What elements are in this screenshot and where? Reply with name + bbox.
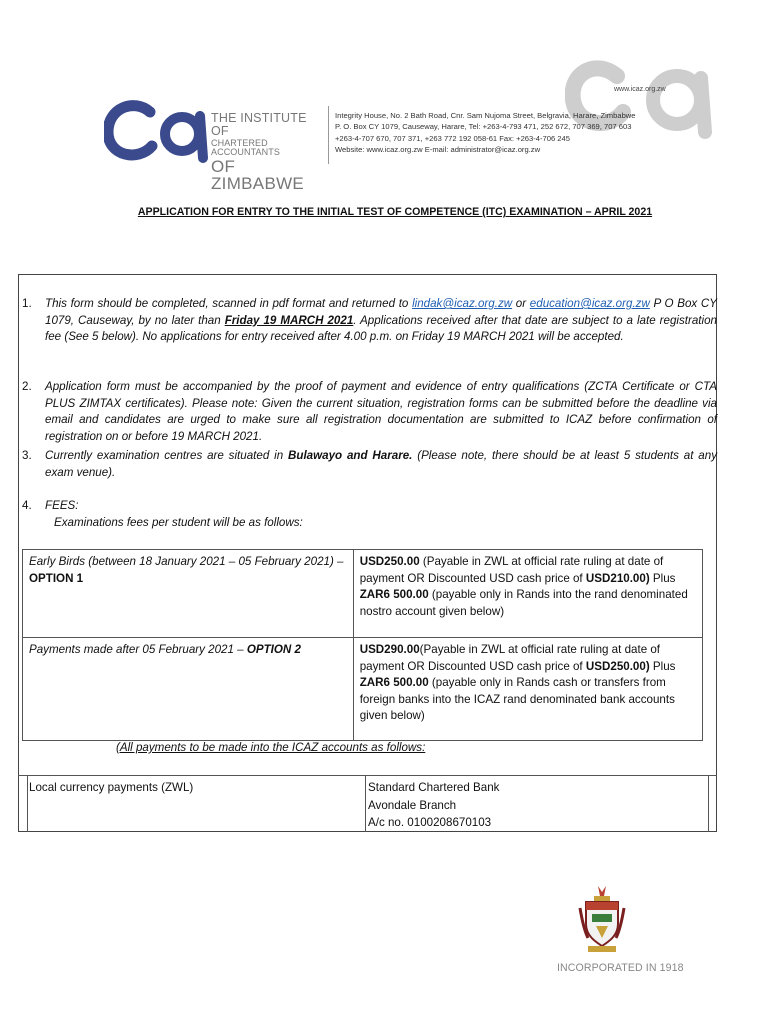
address-line: +263-4-707 670, 707 371, +263 772 192 058-61 Fax: +263-4-706 245 [335, 133, 570, 143]
fee-text: (payable only in Rands cash or transfers from foreign banks into the ICAZ rand denominated bank accounts given below) [359, 676, 675, 723]
item-text-part: Currently examination centres are situated in [45, 449, 288, 462]
item-text: Application form must be accompanied by the proof of payment and evidence of entry qualifications (ZCTA Certificate or CTA PLUS ZIMTAX certificates). Please note: Given the current situation, registration forms can be submitted before the deadline via email and candidates are urged to make sure all registration documentation are submitted to ICAZ before confirmation of registration on or before 19 MARCH 2021. [45, 380, 717, 443]
address-line: P. O. Box CY 1079, Causeway, Harare, Tel: +263-4-793 471, 252 672, 707 369, 707 603 [335, 122, 632, 132]
fee-text: (Payable in ZWL at official rate ruling at date of payment OR Discounted USD cash price of [359, 555, 664, 585]
bank-currency-label: Local currency payments (ZWL) [29, 781, 194, 794]
item-text: FEES: [45, 499, 79, 512]
item-number: 2. [22, 380, 32, 393]
item-text-part: This form should be completed, scanned in pdf format and returned to [45, 297, 413, 310]
fee-option-text: Early Birds (between 18 January 2021 – 05 February 2021) – [29, 555, 344, 568]
item-number: 1. [22, 297, 32, 310]
address-line: Integrity House, No. 2 Bath Road, Cnr. Sam Nujoma Street, Belgravia, Harare, Zimbabwe [335, 111, 636, 120]
fee-option-amount [353, 550, 702, 638]
item-text [45, 296, 717, 346]
institute-name-line3: OF ZIMBABWE [211, 157, 305, 193]
fee-discount: USD210.00) [585, 571, 650, 585]
fee-option-name: OPTION 1 [29, 571, 84, 585]
item-number: 4. [22, 499, 32, 512]
fee-option-text: Payments made after 05 February 2021 – [29, 643, 247, 656]
item-text-part: P O Box CY 1079, Causeway, by no later than [45, 297, 717, 327]
fee-text: Plus [649, 659, 676, 673]
item-text-part: (Please note, there should be at least 5 students at any exam venue). [45, 449, 717, 479]
fee-text: (payable only in Rands into the rand denominated nostro account given below) [359, 588, 688, 618]
fee-zar: ZAR6 500.00 [359, 676, 429, 690]
institute-name-line2: CHARTERED ACCOUNTANTS [211, 138, 280, 157]
fees-subtitle: Examinations fees per student will be as follows: [54, 516, 303, 529]
bank-table-divider [708, 775, 709, 832]
item-text [45, 448, 717, 481]
header-divider [328, 106, 329, 164]
document-title: APPLICATION FOR ENTRY TO THE INITIAL TEST OF COMPETENCE (ITC) EXAMINATION – APRIL 2021 [137, 206, 653, 218]
email-link-education[interactable]: education@icaz.org.zw [529, 297, 650, 310]
fee-option-amount [353, 638, 702, 741]
bank-table-top-border [18, 775, 717, 776]
instruction-item-1 [22, 296, 716, 364]
fee-text: (Payable in ZWL at official rate ruling at date of payment OR Discounted USD cash price of [359, 643, 661, 673]
address-line: Website: www.icaz.org.zw E-mail: administrator@icaz.org.zw [335, 145, 541, 155]
fee-option-name: OPTION 2 [246, 643, 301, 656]
fee-zar: ZAR6 500.00 [359, 588, 429, 602]
bank-branch: Avondale Branch [368, 798, 457, 812]
bank-account-number: A/c no. 0100208670103 [368, 816, 492, 829]
coat-of-arms-icon [578, 884, 626, 956]
fee-option-label [23, 550, 354, 638]
fee-amount: USD290.00 [359, 643, 420, 656]
exam-centres: Bulawayo and Harare. [288, 449, 413, 462]
bank-table-divider [27, 775, 28, 832]
website-small: www.icaz.org.zw [614, 86, 666, 93]
institute-name [211, 112, 323, 192]
instruction-item-2 [22, 379, 716, 447]
icaz-logo [104, 96, 214, 164]
fee-discount: USD250.00) [585, 659, 650, 673]
table-row [23, 638, 703, 741]
email-link-lindak[interactable]: lindak@icaz.org.zw [412, 297, 513, 310]
incorporated-text: INCORPORATED IN 1918 [557, 962, 684, 974]
fee-amount: USD250.00 [359, 555, 420, 568]
deadline-date: Friday 19 MARCH 2021 [224, 313, 354, 327]
bank-details [368, 779, 499, 832]
item-text-part: or [512, 297, 530, 310]
fee-text: Plus [649, 571, 676, 585]
bank-name: Standard Chartered Bank [368, 781, 500, 794]
instruction-item-3 [22, 448, 716, 482]
table-row [23, 550, 703, 638]
payments-note: (All payments to be made into the ICAZ accounts as follows: [116, 741, 426, 754]
institute-name-line1: THE INSTITUTE OF [211, 111, 307, 138]
fees-table [22, 549, 703, 741]
item-number: 3. [22, 449, 32, 462]
instruction-item-4 [22, 498, 716, 516]
fee-option-label [23, 638, 354, 741]
item-text-part: . Applications received after that date are subject to a late registration fee (See 5 below). No applications for entry received after 4.00 p.m. on Friday 19 MARCH 2021 will be accepted. [45, 313, 717, 344]
address-block [335, 110, 636, 156]
bank-table-divider [365, 775, 366, 832]
